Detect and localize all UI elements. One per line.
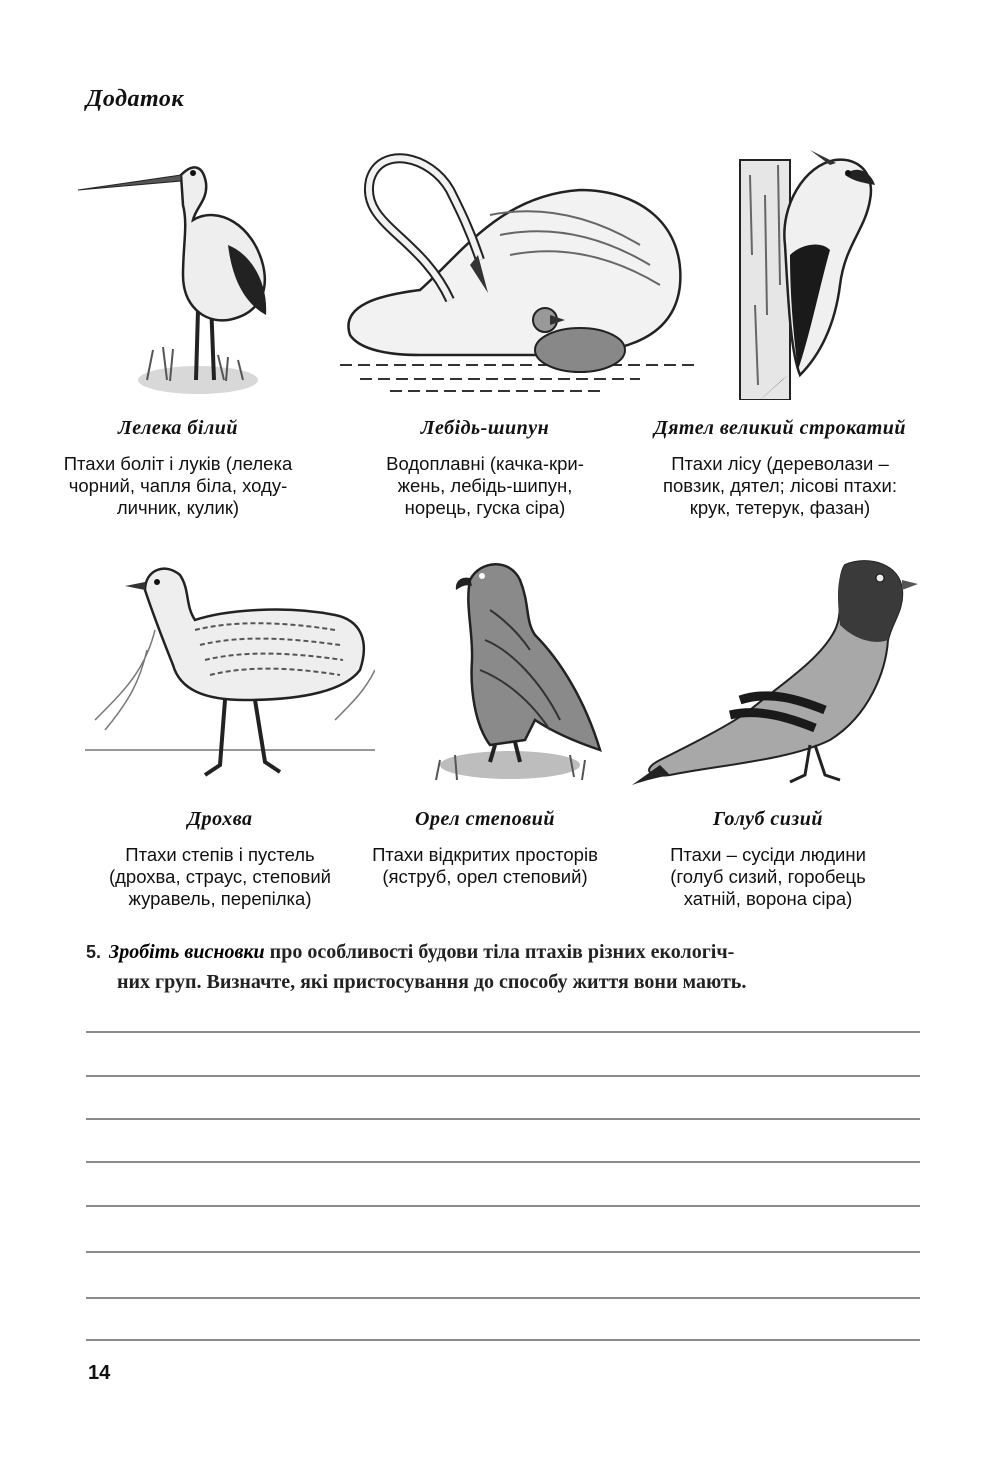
bird-name-swan: Лебідь-шипун bbox=[420, 417, 550, 439]
bustard-illustration-icon bbox=[85, 550, 375, 790]
task-line1-rest: про особливості будови тіла птахів різних екологіч- bbox=[264, 941, 735, 963]
page-heading: Додаток bbox=[86, 86, 184, 112]
task-emphasis: Зробіть висновки bbox=[109, 941, 265, 963]
answer-line-5[interactable] bbox=[86, 1205, 920, 1207]
eagle-illustration-icon bbox=[410, 550, 610, 790]
answer-line-4[interactable] bbox=[86, 1161, 920, 1163]
bird-card-pigeon bbox=[630, 550, 920, 909]
task-number: 5. bbox=[86, 942, 102, 962]
answer-line-7[interactable] bbox=[86, 1297, 920, 1299]
answer-line-6[interactable] bbox=[86, 1251, 920, 1253]
bird-card-eagle bbox=[365, 550, 655, 887]
bird-name-woodpecker: Дятел великий строкатий bbox=[653, 417, 907, 439]
bird-desc-bustard: Птахи степів і пустель (дрохва, страус, степовий журавель, перепілка) bbox=[108, 844, 332, 909]
bird-desc-eagle: Птахи відкритих просторів (яструб, орел степовий) bbox=[372, 844, 598, 887]
task-5 bbox=[86, 937, 926, 997]
stork-illustration-icon bbox=[78, 135, 278, 400]
bird-card-bustard bbox=[85, 550, 375, 909]
pigeon-illustration-icon bbox=[630, 550, 920, 790]
bird-name-pigeon: Голуб сизий bbox=[713, 808, 823, 830]
bird-desc-pigeon: Птахи – сусіди людини (голуб сизий, горобець хатній, ворона сіра) bbox=[670, 844, 866, 909]
bird-name-bustard: Дрохва bbox=[187, 808, 253, 830]
woodpecker-illustration-icon bbox=[670, 135, 890, 400]
answer-line-2[interactable] bbox=[86, 1075, 920, 1077]
bird-name-stork: Лелека білий bbox=[118, 417, 238, 439]
answer-line-3[interactable] bbox=[86, 1118, 920, 1120]
bird-name-eagle: Орел степовий bbox=[415, 808, 555, 830]
task-line2: них груп. Визначте, які пристосування до способу життя вони мають. bbox=[117, 971, 747, 993]
bird-card-swan bbox=[340, 135, 630, 518]
bird-desc-woodpecker: Птахи лісу (дереволази – повзик, дятел; лісові птахи: крук, тетерук, фазан) bbox=[663, 453, 897, 518]
page-number: 14 bbox=[88, 1362, 111, 1384]
bird-card-woodpecker bbox=[635, 135, 925, 518]
answer-line-8[interactable] bbox=[86, 1339, 920, 1341]
answer-line-1[interactable] bbox=[86, 1031, 920, 1033]
bird-desc-swan: Водоплавні (качка-кри- жень, лебідь-шипун, норець, гуска сіра) bbox=[386, 453, 584, 518]
bird-desc-stork: Птахи боліт і луків (лелека чорний, чапля біла, ходу- личник, кулик) bbox=[63, 453, 293, 518]
bird-card-stork bbox=[33, 135, 323, 518]
